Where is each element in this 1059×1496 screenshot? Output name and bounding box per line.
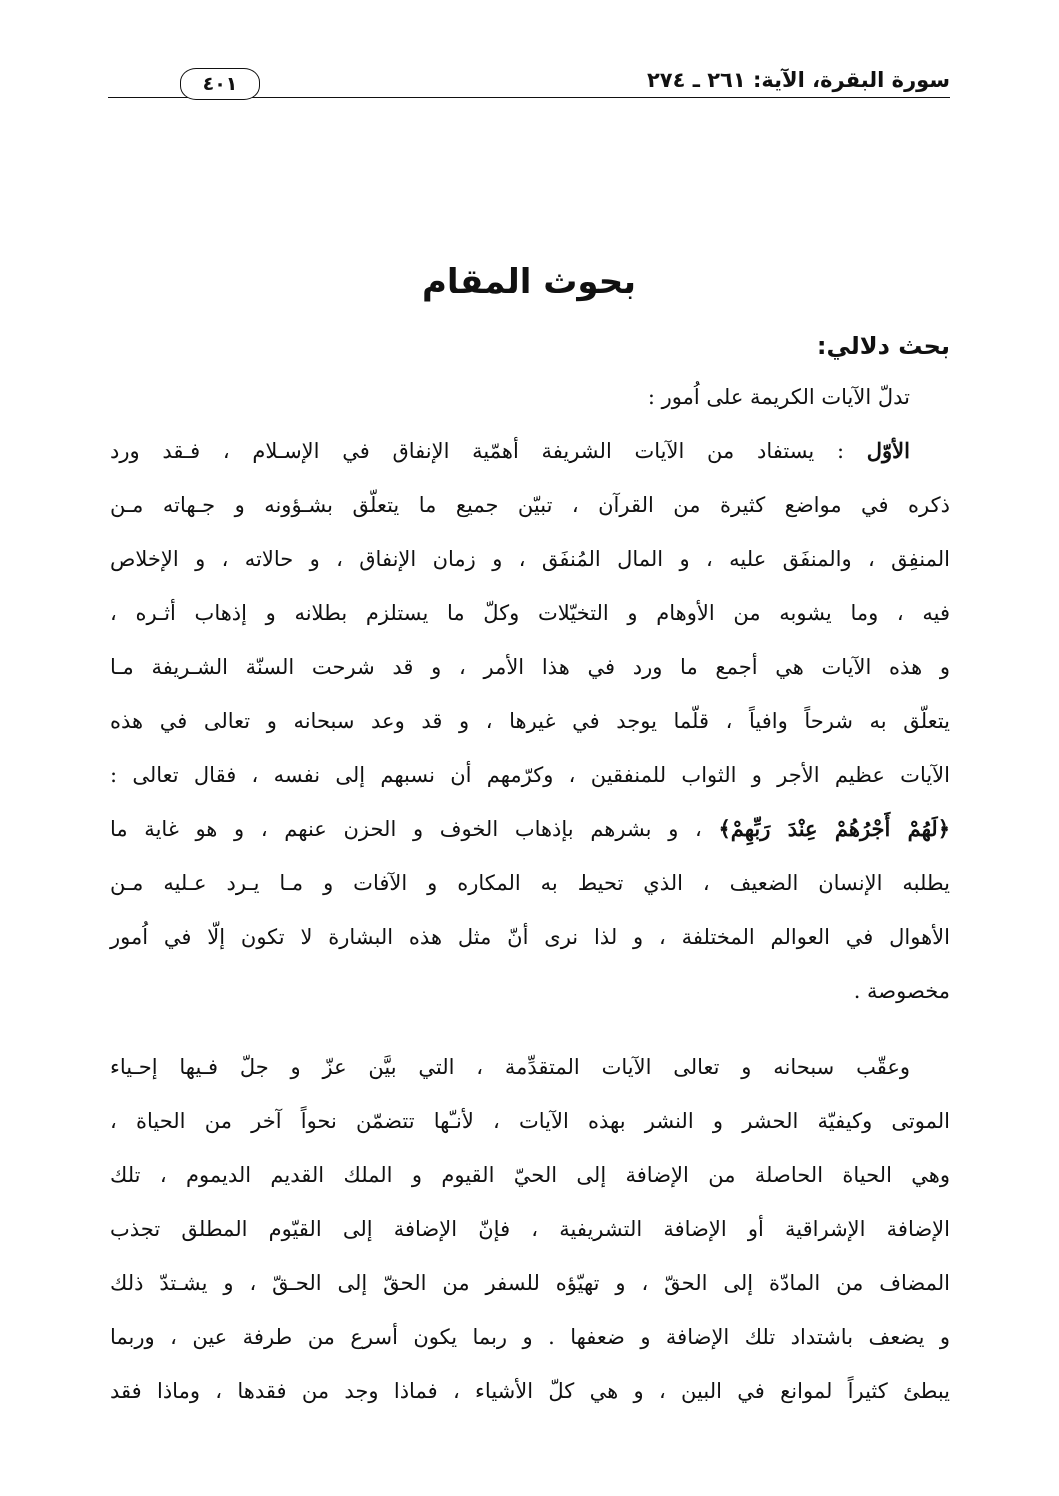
text-line: مخصوصة . <box>853 979 950 1003</box>
text-line <box>110 802 950 856</box>
text-line: الأهوال في العوالم المختلفة ، و لذا نرى أنّ مثل هذه البشارة لا تكون إلّا في اُمور <box>110 925 950 949</box>
text-line <box>110 424 950 478</box>
page-number: ٤٠١ <box>180 68 260 100</box>
text-line: الآيات عظيم الأجر و الثواب للمنفقين ، وكرّمهم أن نسبهم إلى نفسه ، فقال تعالى : <box>110 763 950 787</box>
text-line: تدلّ الآيات الكريمة على اُمور : <box>647 385 910 409</box>
text-line: يبطئ كثيراً لموانع في البين ، و هي كلّ الأشياء ، فماذا وجد من فقدها ، وماذا فقد <box>110 1379 950 1403</box>
text-line: و يضعف باشتداد تلك الإضافة و ضعفها . و ربما يكون أسرع من طرفة عين ، وربما <box>110 1325 950 1349</box>
text-line: فيه ، وما يشوبه من الأوهام و التخيّلات وكلّ ما يستلزم بطلانه و إذهاب أثـره ، <box>110 601 950 625</box>
paragraph-first <box>110 424 950 1018</box>
text-line: يطلبه الإنسان الضعيف ، الذي تحيط به المكاره و الآفات و مـا يـرد عـليه مـن <box>110 871 950 895</box>
paragraph-second <box>110 1040 950 1418</box>
page-header <box>108 62 950 102</box>
text-line: المنفِق ، والمنفَق عليه ، و المال المُنفَق ، و زمان الإنفاق ، و حالاته ، و الإخلاص <box>110 547 950 571</box>
text-line: وهي الحياة الحاصلة من الإضافة إلى الحيّ القيوم و الملك القديم الديموم ، تلك <box>110 1163 950 1187</box>
lead-word: الأوّل <box>866 438 910 463</box>
text-line: المضاف من المادّة إلى الحقّ ، و تهيّؤه للسفر من الحقّ إلى الحـقّ ، و يشـتدّ ذلك <box>110 1271 950 1295</box>
text-run: ، و بشرهم بإذهاب الخوف و الحزن عنهم ، و هو غاية ما <box>110 817 719 841</box>
text-line: الموتى وكيفيّة الحشر و النشر بهذه الآيات ، لأنـّها تتضمّن نحواً آخر من الحياة ، <box>110 1109 950 1133</box>
text-line: وعقّب سبحانه و تعالى الآيات المتقدِّمة ، التي بيَّن عزّ و جلّ فـيها إحـياء <box>110 1055 910 1079</box>
text-line: و هذه الآيات هي أجمع ما ورد في هذا الأمر ، و قد شرحت السنّة الشـريفة مـا <box>110 655 950 679</box>
text-line: يتعلّق به شرحاً وافياً ، قلّما يوجد في غيرها ، و قد وعد سبحانه و تعالى في هذه <box>110 709 950 733</box>
intro-paragraph <box>110 370 950 424</box>
quran-quote: ﴿لَهُمْ أَجْرُهُمْ عِنْدَ رَبِّهِمْ﴾ <box>718 816 950 841</box>
subheading: بحث دلالي: <box>816 332 950 360</box>
text-run: : يستفاد من الآيات الشريفة أهمّية الإنفاق في الإسـلام ، فـقد ورد <box>110 439 867 463</box>
text-line: ذكره في مواضع كثيرة من القرآن ، تبيّن جميع ما يتعلّق بشـؤونه و جـهاته مـن <box>110 493 950 517</box>
running-head: سورة البقرة، الآية: ٢٦١ ـ ٢٧٤ <box>646 68 950 92</box>
section-title: بحوث المقام <box>422 262 636 302</box>
text-line: الإضافة الإشراقية أو الإضافة التشريفية ، فإنّ الإضافة إلى القيّوم المطلق تجذب <box>110 1217 950 1241</box>
